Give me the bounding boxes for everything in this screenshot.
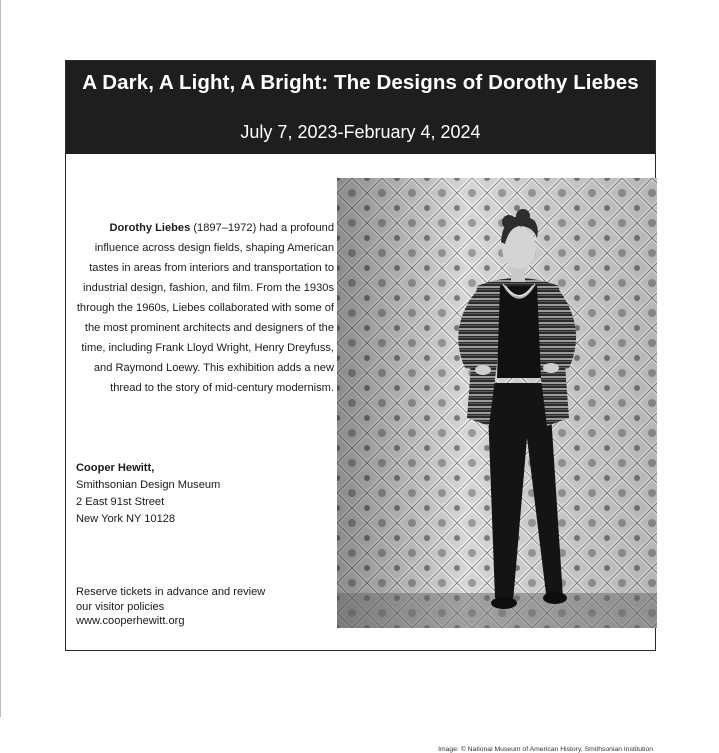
museum-subtitle: Smithsonian Design Museum xyxy=(76,479,221,491)
exhibition-dates: July 7, 2023-February 4, 2024 xyxy=(240,122,481,142)
exhibition-photo xyxy=(337,178,657,753)
ticket-line-1: Reserve tickets in advance and review xyxy=(76,586,266,598)
page-edge-rule xyxy=(0,0,1,717)
exhibition-description xyxy=(74,218,334,398)
street-address: 2 East 91st Street xyxy=(76,496,165,508)
description-text: (1897–1972) had a profound influence across design fields, shaping American tastes in areas from interiors and transportation to industrial design, fashion, and film. From the 1930s through the 1960s, Liebes collaborated with some of the most prominent architects and designers of the time, including Frank Lloyd Wright, Henry Dreyfuss, and Raymond Loewy. This exhibition adds a new thread to the story of mid-century modernism. xyxy=(76,222,334,394)
exhibition-card xyxy=(65,60,656,753)
ticket-info xyxy=(76,585,316,629)
website-link[interactable]: www.cooperhewitt.org xyxy=(76,615,185,627)
museum-address xyxy=(76,460,316,528)
designer-name: Dorothy Liebes xyxy=(109,222,191,234)
city-address: New York NY 10128 xyxy=(76,513,176,525)
title-banner xyxy=(66,61,655,154)
ticket-line-2: our visitor policies xyxy=(76,600,165,613)
photo-credit: Image: © National Museum of American History, Smithsonian Institution xyxy=(438,746,653,753)
exhibition-title: A Dark, A Light, A Bright: The Designs of Dorothy Liebes xyxy=(82,71,639,94)
museum-name: Cooper Hewitt, xyxy=(76,462,155,474)
